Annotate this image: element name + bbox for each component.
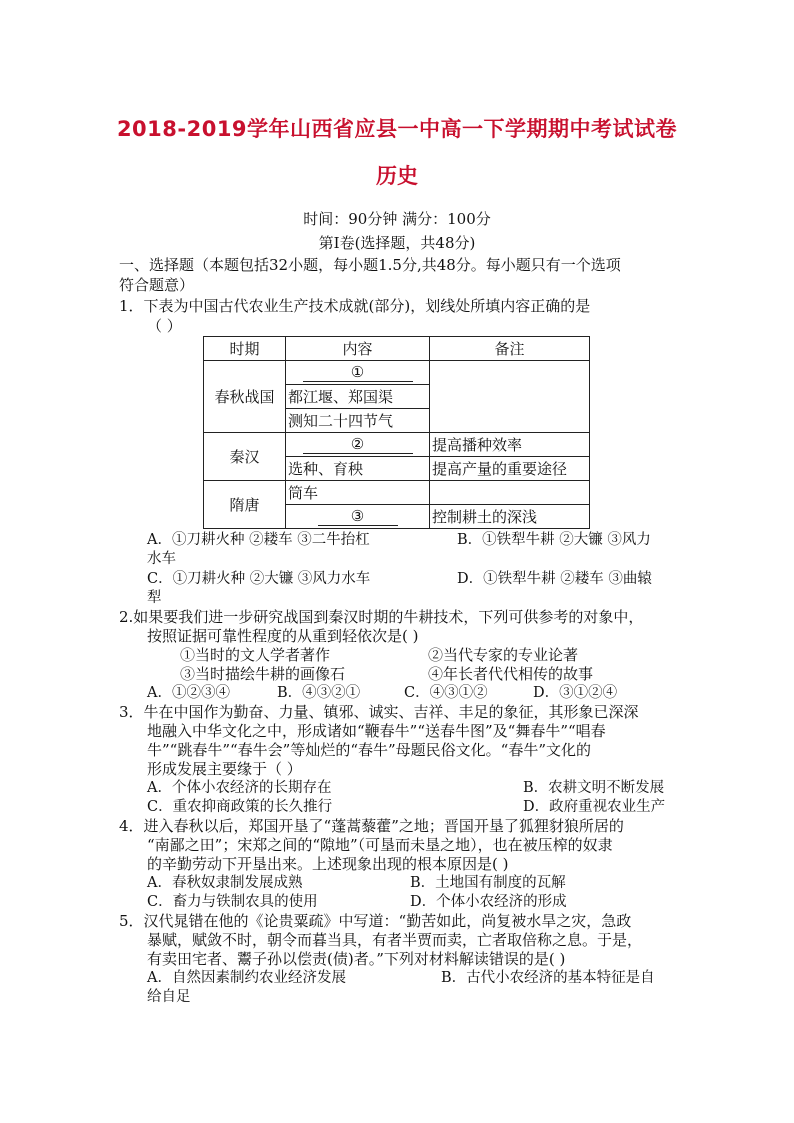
content-cell: 选种、育秧 [286,457,430,481]
table-header-content: 内容 [286,337,430,361]
content-cell: 测知二十四节气 [286,409,430,433]
blank-2-cell [286,433,430,457]
question-1-option-b: B．①铁犁牛耕 ②大镰 ③风力 [457,532,651,548]
question-1-option-a: A．①刀耕火种 ②耧车 ③二牛抬杠 [147,532,370,548]
blank-1: ① [303,363,413,382]
question-2-stem-cont: 按照证据可靠性程度的从重到轻依次是( ) [147,627,419,645]
question-2-item-1: ①当时的文人学者著作 [180,646,331,664]
table-header-note: 备注 [430,337,590,361]
blank-3: ③ [318,507,398,526]
section-instruction: 一、选择题（本题包括32小题，每小题1.5分,共48分。每小题只有一个选项 [119,256,621,274]
subject-title: 历史 [376,164,418,188]
question-5-stem-cont: 有卖田宅者、鬻子孙以偿责(债)者。”下列对材料解读错误的是( ) [147,950,566,968]
question-3-stem-cont: 形成发展主要缘于（ ） [147,760,302,778]
question-1-stem: 1．下表为中国古代农业生产技术成就(部分)，划线处所填内容正确的是 [119,297,591,315]
question-5-option-b-cont: 给自足 [147,989,191,1005]
question-4-option-c: C．畜力与铁制农具的使用 [147,894,318,910]
blank-3-cell [286,505,430,529]
question-4-stem-cont: 的辛勤劳动下开垦出来。上述现象出现的根本原因是( ) [147,855,509,873]
question-2-option-b: B．④③②① [277,685,361,701]
question-2-option-a: A．①②③④ [147,685,230,701]
section-instruction-cont: 符合题意） [119,276,195,294]
question-2-stem: 2.如果要我们进一步研究战国到秦汉时期的牛耕技术，下列可供参考的对象中， [119,608,644,626]
question-3-stem-cont: 地融入中华文化之中，形成诸如“鞭春牛”“送春牛图”及“舞春牛”“唱春 [147,722,606,740]
question-4-option-d: D．个体小农经济的形成 [410,894,567,910]
achievement-table [203,336,590,529]
question-5-stem-cont: 暴赋，赋敛不时，朝令而暮当具，有者半贾而卖，亡者取倍称之息。于是， [147,931,643,949]
question-4-stem-cont: “南鄙之田”；宋郑之间的“隙地”（可垦而未垦之地），也在被压榨的奴隶 [147,836,613,854]
question-2-option-d: D．③①②④ [533,685,618,701]
question-2-item-2: ②当代专家的专业论著 [428,646,579,664]
question-2-item-3: ③当时描绘牛耕的画像石 [180,665,346,683]
content-cell: 筒车 [286,481,430,505]
question-3-option-c: C．重农抑商政策的长久推行 [147,799,333,815]
period-cell: 秦汉 [204,433,286,481]
question-5-option-a: A．自然因素制约农业经济发展 [147,970,346,986]
question-1-option-a-cont: 水车 [147,551,176,567]
question-4-option-a: A．春秋奴隶制发展成熟 [147,875,303,891]
question-3-stem-cont: 牛”“跳春牛”“春牛会”等灿烂的“春牛”母题民俗文化。“春牛”文化的 [147,741,592,759]
question-5-stem: 5．汉代晁错在他的《论贵粟疏》中写道：“勤苦如此，尚复被水旱之灾，急政 [119,912,632,930]
question-3-option-a: A．个体小农经济的长期存在 [147,780,332,796]
blank-1-cell [286,361,430,385]
note-cell: 提高产量的重要途径 [430,457,590,481]
exam-title: 2018-2019学年山西省应县一中高一下学期期中考试试卷 [116,117,678,141]
question-1-option-d-cont: 犁 [147,590,162,606]
question-3-stem: 3．牛在中国作为勤奋、力量、镇邪、诚实、吉祥、丰足的象征，其形象已深深 [119,703,639,721]
note-cell-empty [430,361,590,433]
table-row [204,481,590,505]
time-info: 时间：90分钟 满分：100分 [303,210,491,228]
question-4-stem: 4．进入春秋以后，郑国开垦了“蓬蒿藜藿”之地；晋国开垦了狐狸豺狼所居的 [119,817,624,835]
note-cell: 提高播种效率 [430,433,590,457]
table-row [204,361,590,385]
question-2-option-c: C．④③①② [404,685,488,701]
blank-2: ② [303,435,413,454]
period-cell: 春秋战国 [204,361,286,433]
question-3-option-d: D．政府重视农业生产 [523,799,666,815]
question-3-option-b: B．农耕文明不断发展 [523,780,665,796]
table-header-row [204,337,590,361]
question-4-option-b: B．土地国有制度的瓦解 [410,875,566,891]
content-cell: 都江堰、郑国渠 [286,385,430,409]
note-cell: 控制耕土的深浅 [430,505,590,529]
question-5-option-b: B．古代小农经济的基本特征是自 [441,970,655,986]
question-1-option-d: D．①铁犁牛耕 ②耧车 ③曲辕 [457,571,652,587]
volume-heading: 第Ⅰ卷(选择题，共48分) [318,234,476,252]
table-header-period: 时期 [204,337,286,361]
table-row [204,433,590,457]
question-1-paren: （ ） [147,317,182,335]
question-2-item-4: ④年长者代代相传的故事 [428,665,594,683]
period-cell: 隋唐 [204,481,286,529]
note-cell-empty [430,481,590,505]
question-1-option-c: C．①刀耕火种 ②大镰 ③风力水车 [147,571,371,587]
